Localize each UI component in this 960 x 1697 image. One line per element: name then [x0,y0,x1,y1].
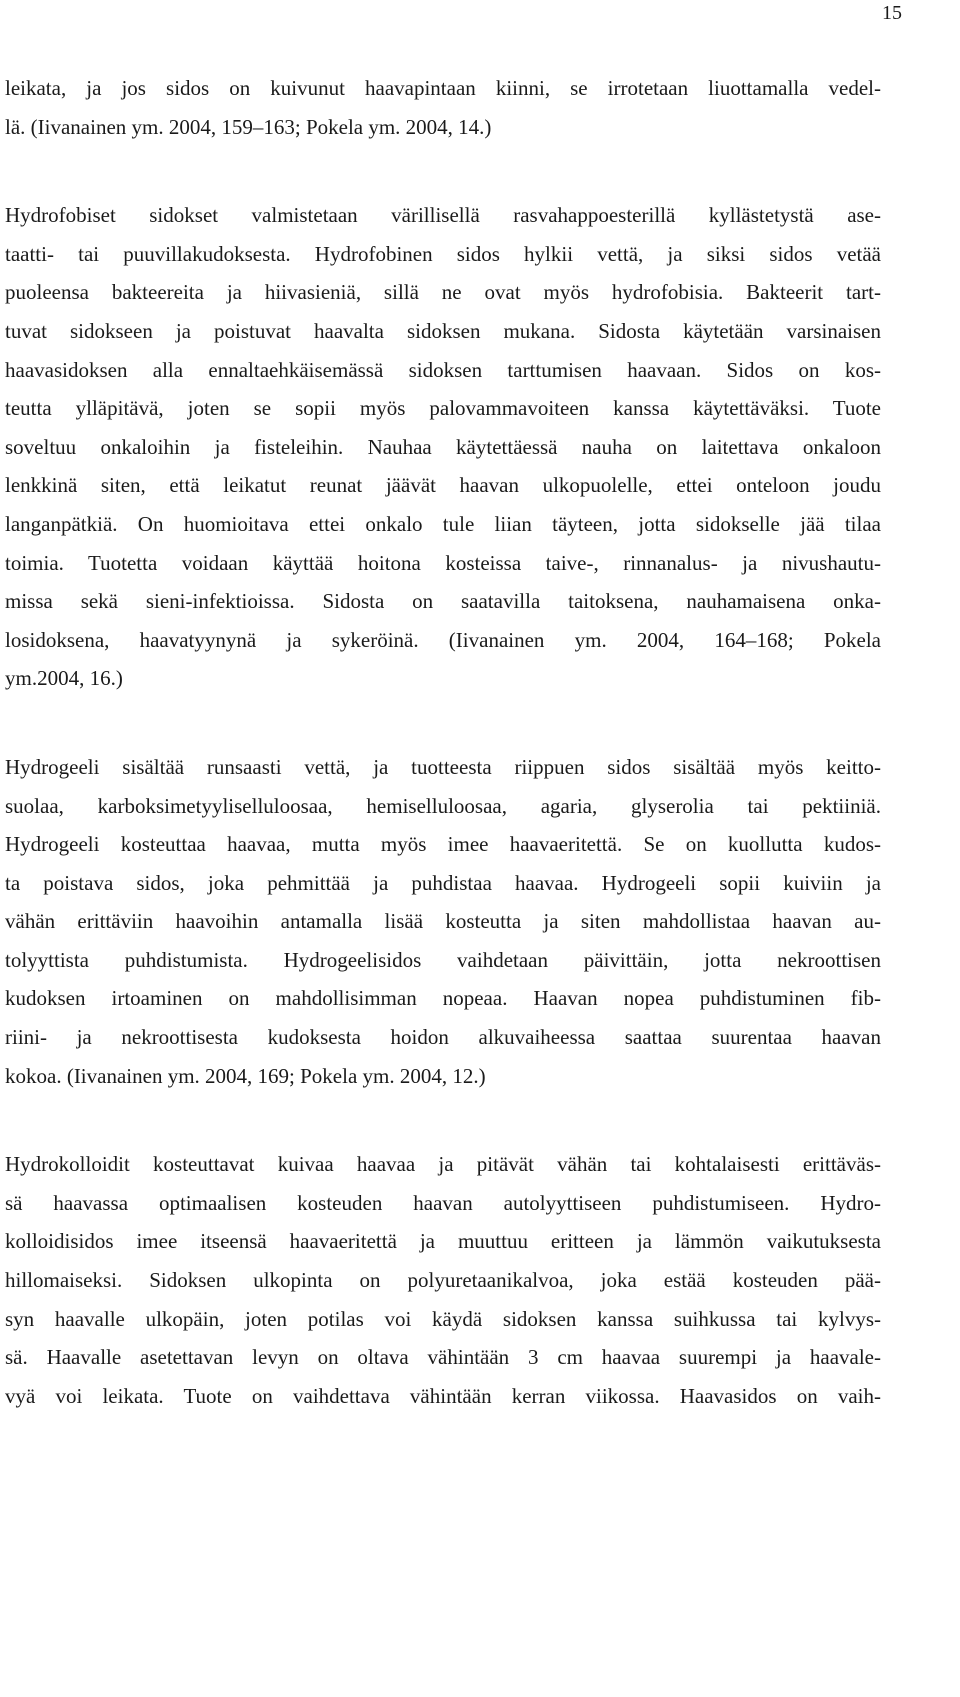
text-line: kolloidisidos imee itseensä haavaeritettä ja muuttuu eritteen ja lämmön vaikutuksesta [5,1229,881,1254]
text-line: suolaa, karboksimetyyliselluloosaa, hemiselluloosaa, agaria, glyserolia tai pektiiniä. [5,793,881,818]
text-line: tuvat sidokseen ja poistuvat haavalta sidoksen mukana. Sidosta käytetään varsinaisen [5,318,881,343]
text-line: taatti- tai puuvillakudoksesta. Hydrofobinen sidos hylkii vettä, ja siksi sidos vetää [5,241,881,266]
text-line: vyä voi leikata. Tuote on vaihdettava vähintään kerran viikossa. Haavasidos on vaih- [5,1383,881,1408]
text-line: syn haavalle ulkopäin, joten potilas voi käydä sidoksen kanssa suihkussa tai kylvys- [5,1306,881,1331]
text-line: missa sekä sieni-infektioissa. Sidosta on saatavilla taitoksena, nauhamaisena onka- [5,589,881,614]
text-line: kudoksen irtoaminen on mahdollisimman nopeaa. Haavan nopea puhdistuminen fib- [5,986,881,1011]
text-line: leikata, ja jos sidos on kuivunut haavapintaan kiinni, se irrotetaan liuottamalla vedel- [5,76,881,100]
text-line: haavasidoksen alla ennaltaehkäisemässä sidoksen tarttumisen haavaan. Sidos on kos- [5,357,881,382]
text-line: losidoksena, haavatyynynä ja sykeröinä. (Iivanainen ym. 2004, 164–168; Pokela [5,627,881,652]
paragraph-3 [5,748,881,1095]
document-body [5,69,881,1415]
text-line: vähän erittäviin haavoihin antamalla lisää kosteutta ja siten mahdollistaa haavan au- [5,909,881,934]
text-line: ta poistava sidos, joka pehmittää ja puhdistaa haavaa. Hydrogeeli sopii kuiviin ja [5,870,881,895]
text-line: hillomaiseksi. Sidoksen ulkopinta on polyuretaanikalvoa, joka estää kosteuden pää- [5,1268,881,1293]
paragraph-gap [5,146,881,196]
text-line: puoleensa bakteereita ja hiivasieniä, sillä ne ovat myös hydrofobisia. Bakteerit tart- [5,280,881,305]
text-line: teutta ylläpitävä, joten se sopii myös palovammavoiteen kanssa käytettäväksi. Tuote [5,396,881,421]
text-line: Hydrogeeli kosteuttaa haavaa, mutta myös imee haavaeritettä. Se on kuollutta kudos- [5,832,881,857]
paragraph-gap [5,698,881,748]
text-line: soveltuu onkaloihin ja fisteleihin. Nauhaa käytettäessä nauha on laitettava onkaloon [5,434,881,459]
text-line: lenkkinä siten, että leikatut reunat jäävät haavan ulkopuolelle, ettei onteloon joudu [5,473,881,498]
text-line: lä. (Iivanainen ym. 2004, 159–163; Pokela ym. 2004, 14.) [5,114,492,139]
text-line: kokoa. (Iivanainen ym. 2004, 169; Pokela ym. 2004, 12.) [5,1063,486,1088]
text-line: sä. Haavalle asetettavan levyn on oltava vähintään 3 cm haavaa suurempi ja haavale- [5,1345,881,1370]
paragraph-1 [5,69,881,146]
text-line: Hydrogeeli sisältää runsaasti vettä, ja tuotteesta riippuen sidos sisältää myös keitto- [5,754,881,779]
text-line: toimia. Tuotetta voidaan käyttää hoitona kosteissa taive-, rinnanalus- ja nivushautu- [5,550,881,575]
text-line: riini- ja nekroottisesta kudoksesta hoidon alkuvaiheessa saattaa suurentaa haavan [5,1025,881,1050]
page-number: 15 [882,2,902,24]
text-line: sä haavassa optimaalisen kosteuden haavan autolyyttiseen puhdistumiseen. Hydro- [5,1190,881,1215]
text-line: langanpätkiä. On huomioitava ettei onkalo tule liian täyteen, jotta sidokselle jää tilaa [5,511,881,536]
text-line: Hydrofobiset sidokset valmistetaan värillisellä rasvahappoesterillä kyllästetystä ase- [5,203,881,228]
paragraph-4 [5,1145,881,1415]
paragraph-gap [5,1095,881,1145]
text-line: ym.2004, 16.) [5,666,123,691]
text-line: tolyyttista puhdistumista. Hydrogeelisidos vaihdetaan päivittäin, jotta nekroottisen [5,947,881,972]
text-line: Hydrokolloidit kosteuttavat kuivaa haavaa ja pitävät vähän tai kohtalaisesti erittäväs- [5,1152,881,1177]
paragraph-2 [5,196,881,698]
